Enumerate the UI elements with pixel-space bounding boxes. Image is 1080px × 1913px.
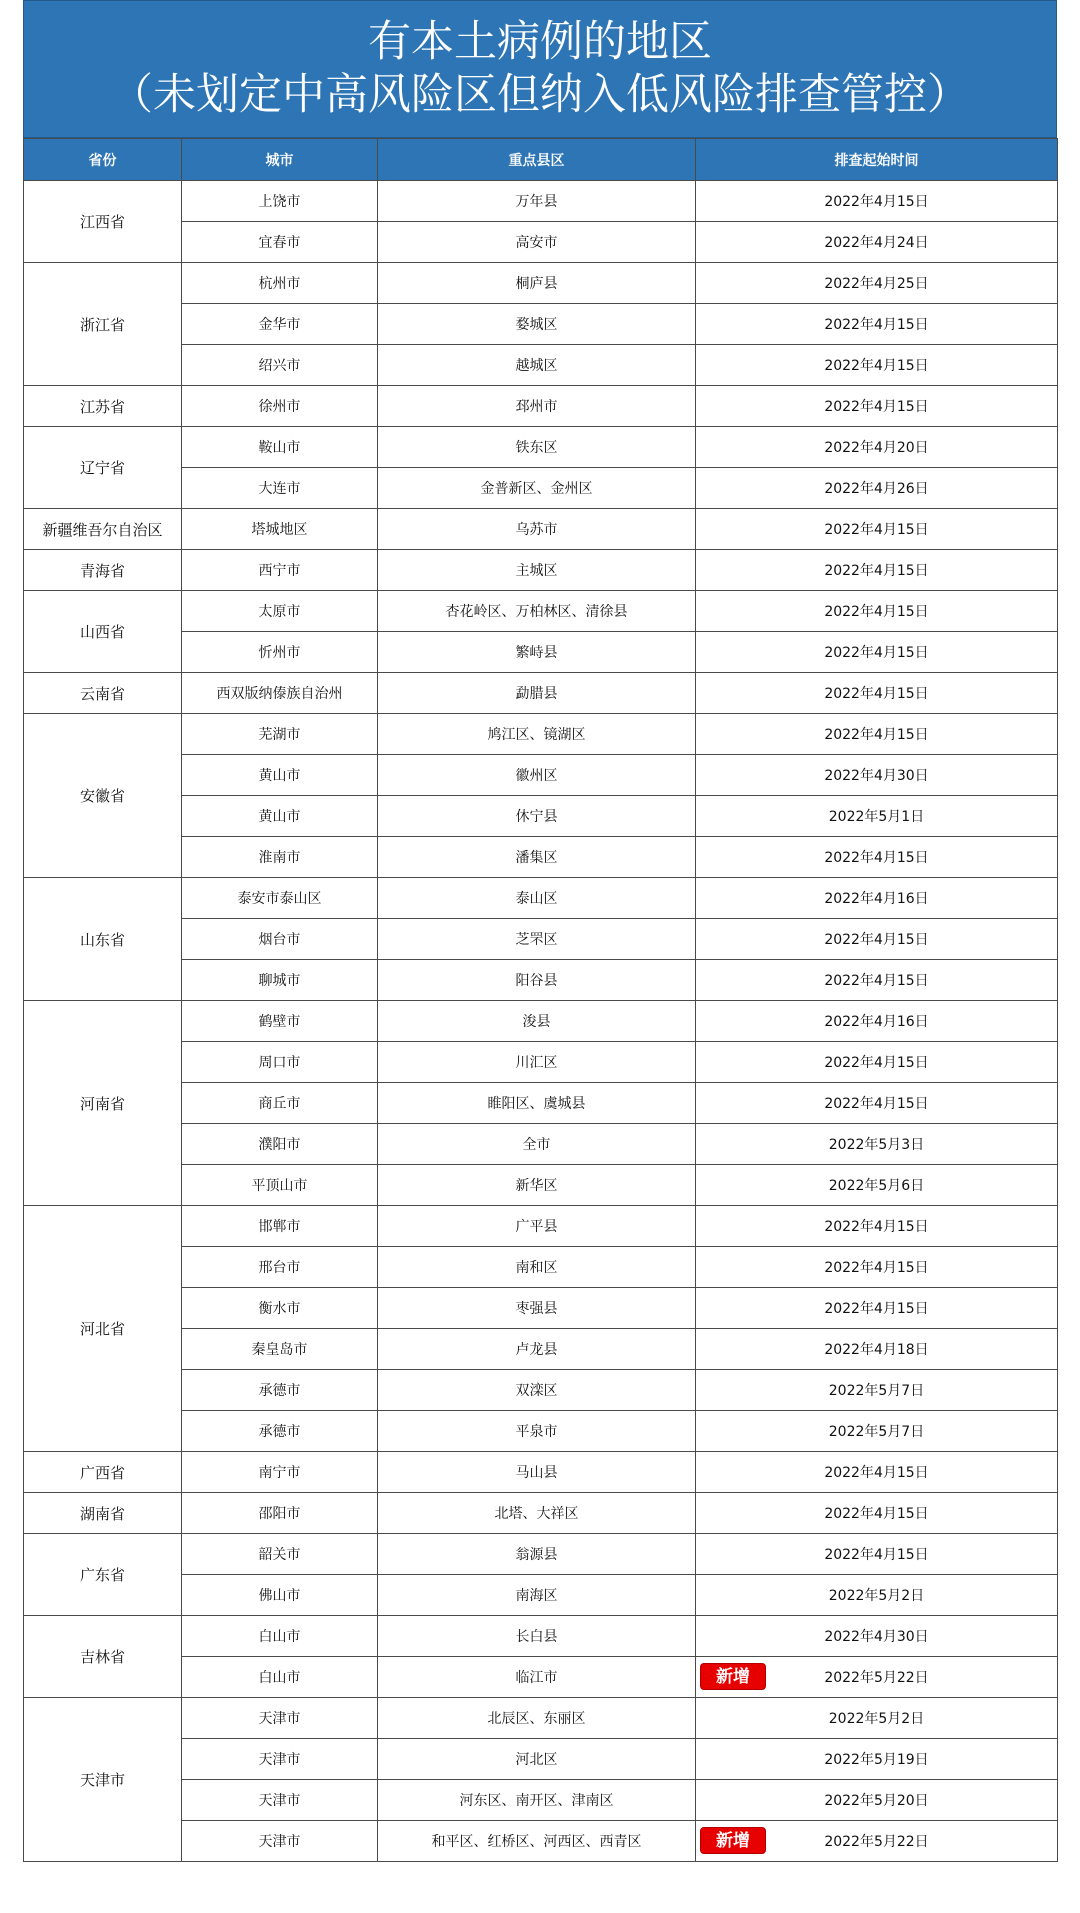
start-date-text: 2022年4月30日 xyxy=(824,1629,929,1645)
start-date-cell xyxy=(696,1452,1058,1493)
start-date-cell xyxy=(696,550,1058,591)
city-cell: 衡水市 xyxy=(182,1288,378,1329)
table-row xyxy=(24,714,1058,755)
start-date-text: 2022年4月15日 xyxy=(824,1465,929,1481)
district-cell: 金普新区、金州区 xyxy=(378,468,696,509)
new-badge: 新增 xyxy=(700,1827,766,1854)
district-cell: 睢阳区、虞城县 xyxy=(378,1083,696,1124)
column-header-start-date: 排查起始时间 xyxy=(696,139,1058,181)
table-row xyxy=(24,386,1058,427)
city-cell: 泰安市泰山区 xyxy=(182,878,378,919)
province-cell: 河南省 xyxy=(24,1001,182,1206)
table-row xyxy=(24,878,1058,919)
province-cell: 江苏省 xyxy=(24,386,182,427)
district-cell: 广平县 xyxy=(378,1206,696,1247)
start-date-text: 2022年4月15日 xyxy=(824,645,929,661)
table-row xyxy=(24,427,1058,468)
district-cell: 卢龙县 xyxy=(378,1329,696,1370)
city-cell: 金华市 xyxy=(182,304,378,345)
district-cell: 枣强县 xyxy=(378,1288,696,1329)
start-date-text: 2022年4月15日 xyxy=(824,1055,929,1071)
district-cell: 乌苏市 xyxy=(378,509,696,550)
start-date-text: 2022年4月18日 xyxy=(824,1342,929,1358)
district-cell: 阳谷县 xyxy=(378,960,696,1001)
district-cell: 临江市 xyxy=(378,1657,696,1698)
start-date-cell xyxy=(696,1370,1058,1411)
district-cell: 勐腊县 xyxy=(378,673,696,714)
start-date-cell xyxy=(696,1739,1058,1780)
start-date-cell xyxy=(696,1001,1058,1042)
start-date-text: 2022年4月15日 xyxy=(824,563,929,579)
table-row xyxy=(24,1698,1058,1739)
start-date-text: 2022年4月25日 xyxy=(824,276,929,292)
district-cell: 长白县 xyxy=(378,1616,696,1657)
city-cell: 邢台市 xyxy=(182,1247,378,1288)
start-date-text: 2022年4月20日 xyxy=(824,440,929,456)
district-cell: 鸠江区、镜湖区 xyxy=(378,714,696,755)
district-cell: 越城区 xyxy=(378,345,696,386)
district-cell: 河北区 xyxy=(378,1739,696,1780)
city-cell: 白山市 xyxy=(182,1616,378,1657)
start-date-cell xyxy=(696,714,1058,755)
table-row xyxy=(24,1534,1058,1575)
start-date-text: 2022年4月15日 xyxy=(824,1506,929,1522)
table-row xyxy=(24,1206,1058,1247)
start-date-text: 2022年4月15日 xyxy=(824,317,929,333)
start-date-text: 2022年4月16日 xyxy=(824,891,929,907)
start-date-text: 2022年5月20日 xyxy=(824,1793,929,1809)
start-date-cell xyxy=(696,1288,1058,1329)
start-date-cell xyxy=(696,468,1058,509)
province-cell: 广西省 xyxy=(24,1452,182,1493)
province-cell: 青海省 xyxy=(24,550,182,591)
city-cell: 徐州市 xyxy=(182,386,378,427)
city-cell: 佛山市 xyxy=(182,1575,378,1616)
risk-area-sheet xyxy=(23,0,1057,1862)
city-cell: 聊城市 xyxy=(182,960,378,1001)
start-date-cell xyxy=(696,427,1058,468)
table-row xyxy=(24,509,1058,550)
table-row xyxy=(24,591,1058,632)
district-cell: 高安市 xyxy=(378,222,696,263)
city-cell: 邵阳市 xyxy=(182,1493,378,1534)
table-body xyxy=(24,181,1058,1862)
start-date-cell xyxy=(696,1411,1058,1452)
city-cell: 天津市 xyxy=(182,1780,378,1821)
start-date-text: 2022年4月15日 xyxy=(824,194,929,210)
start-date-cell xyxy=(696,1493,1058,1534)
district-cell: 繁峙县 xyxy=(378,632,696,673)
start-date-text: 2022年4月24日 xyxy=(824,235,929,251)
start-date-text: 2022年5月22日 xyxy=(824,1670,929,1686)
province-cell: 山西省 xyxy=(24,591,182,673)
start-date-cell xyxy=(696,837,1058,878)
district-cell: 婺城区 xyxy=(378,304,696,345)
start-date-cell xyxy=(696,304,1058,345)
district-cell: 潘集区 xyxy=(378,837,696,878)
city-cell: 白山市 xyxy=(182,1657,378,1698)
start-date-cell xyxy=(696,509,1058,550)
city-cell: 黄山市 xyxy=(182,796,378,837)
start-date-text: 2022年4月16日 xyxy=(824,1014,929,1030)
city-cell: 淮南市 xyxy=(182,837,378,878)
city-cell: 鞍山市 xyxy=(182,427,378,468)
district-cell: 主城区 xyxy=(378,550,696,591)
title-line-1: 有本土病例的地区 xyxy=(368,17,712,67)
district-cell: 徽州区 xyxy=(378,755,696,796)
start-date-text: 2022年4月15日 xyxy=(824,1219,929,1235)
start-date-cell xyxy=(696,1657,1058,1698)
start-date-text: 2022年4月15日 xyxy=(824,1547,929,1563)
start-date-text: 2022年4月15日 xyxy=(824,604,929,620)
city-cell: 秦皇岛市 xyxy=(182,1329,378,1370)
city-cell: 南宁市 xyxy=(182,1452,378,1493)
district-cell: 南海区 xyxy=(378,1575,696,1616)
city-cell: 天津市 xyxy=(182,1821,378,1862)
district-cell: 泰山区 xyxy=(378,878,696,919)
province-cell: 江西省 xyxy=(24,181,182,263)
start-date-cell xyxy=(696,1083,1058,1124)
province-cell: 新疆维吾尔自治区 xyxy=(24,509,182,550)
column-header-district: 重点县区 xyxy=(378,139,696,181)
start-date-cell xyxy=(696,1206,1058,1247)
start-date-text: 2022年4月15日 xyxy=(824,973,929,989)
city-cell: 上饶市 xyxy=(182,181,378,222)
city-cell: 黄山市 xyxy=(182,755,378,796)
start-date-cell xyxy=(696,386,1058,427)
start-date-text: 2022年5月2日 xyxy=(828,1711,925,1727)
province-cell: 河北省 xyxy=(24,1206,182,1452)
table-row xyxy=(24,673,1058,714)
city-cell: 塔城地区 xyxy=(182,509,378,550)
start-date-text: 2022年5月19日 xyxy=(824,1752,929,1768)
start-date-cell xyxy=(696,878,1058,919)
start-date-text: 2022年5月1日 xyxy=(828,809,925,825)
table-row xyxy=(24,1616,1058,1657)
start-date-cell xyxy=(696,263,1058,304)
start-date-text: 2022年5月7日 xyxy=(828,1424,925,1440)
city-cell: 周口市 xyxy=(182,1042,378,1083)
province-cell: 辽宁省 xyxy=(24,427,182,509)
risk-area-table xyxy=(23,138,1058,1862)
city-cell: 烟台市 xyxy=(182,919,378,960)
district-cell: 川汇区 xyxy=(378,1042,696,1083)
table-header-row xyxy=(24,139,1058,181)
start-date-text: 2022年5月7日 xyxy=(828,1383,925,1399)
city-cell: 绍兴市 xyxy=(182,345,378,386)
district-cell: 全市 xyxy=(378,1124,696,1165)
table-row xyxy=(24,1452,1058,1493)
city-cell: 大连市 xyxy=(182,468,378,509)
start-date-text: 2022年4月26日 xyxy=(824,481,929,497)
table-row xyxy=(24,1001,1058,1042)
province-cell: 湖南省 xyxy=(24,1493,182,1534)
start-date-cell xyxy=(696,1616,1058,1657)
city-cell: 濮阳市 xyxy=(182,1124,378,1165)
start-date-text: 2022年4月15日 xyxy=(824,399,929,415)
start-date-cell xyxy=(696,1124,1058,1165)
district-cell: 杏花岭区、万柏林区、清徐县 xyxy=(378,591,696,632)
start-date-cell xyxy=(696,755,1058,796)
start-date-cell xyxy=(696,1698,1058,1739)
start-date-text: 2022年5月22日 xyxy=(824,1834,929,1850)
city-cell: 承德市 xyxy=(182,1370,378,1411)
start-date-text: 2022年4月15日 xyxy=(824,686,929,702)
city-cell: 忻州市 xyxy=(182,632,378,673)
start-date-text: 2022年4月15日 xyxy=(824,358,929,374)
district-cell: 新华区 xyxy=(378,1165,696,1206)
district-cell: 浚县 xyxy=(378,1001,696,1042)
district-cell: 平泉市 xyxy=(378,1411,696,1452)
start-date-text: 2022年5月6日 xyxy=(828,1178,925,1194)
start-date-text: 2022年5月3日 xyxy=(828,1137,925,1153)
start-date-cell xyxy=(696,222,1058,263)
start-date-text: 2022年4月30日 xyxy=(824,768,929,784)
province-cell: 云南省 xyxy=(24,673,182,714)
table-row xyxy=(24,263,1058,304)
start-date-text: 2022年5月2日 xyxy=(828,1588,925,1604)
start-date-cell xyxy=(696,345,1058,386)
city-cell: 商丘市 xyxy=(182,1083,378,1124)
district-cell: 休宁县 xyxy=(378,796,696,837)
start-date-text: 2022年4月15日 xyxy=(824,522,929,538)
column-header-city: 城市 xyxy=(182,139,378,181)
new-badge: 新增 xyxy=(700,1663,766,1690)
start-date-cell xyxy=(696,1821,1058,1862)
start-date-cell xyxy=(696,1165,1058,1206)
start-date-text: 2022年4月15日 xyxy=(824,1260,929,1276)
start-date-cell xyxy=(696,591,1058,632)
start-date-cell xyxy=(696,1780,1058,1821)
city-cell: 芜湖市 xyxy=(182,714,378,755)
province-cell: 山东省 xyxy=(24,878,182,1001)
district-cell: 北塔、大祥区 xyxy=(378,1493,696,1534)
start-date-cell xyxy=(696,919,1058,960)
district-cell: 芝罘区 xyxy=(378,919,696,960)
city-cell: 韶关市 xyxy=(182,1534,378,1575)
district-cell: 和平区、红桥区、河西区、西青区 xyxy=(378,1821,696,1862)
start-date-cell xyxy=(696,632,1058,673)
province-cell: 吉林省 xyxy=(24,1616,182,1698)
city-cell: 宜春市 xyxy=(182,222,378,263)
province-cell: 安徽省 xyxy=(24,714,182,878)
start-date-text: 2022年4月15日 xyxy=(824,1301,929,1317)
district-cell: 双滦区 xyxy=(378,1370,696,1411)
start-date-cell xyxy=(696,1042,1058,1083)
start-date-cell xyxy=(696,1329,1058,1370)
start-date-cell xyxy=(696,181,1058,222)
district-cell: 河东区、南开区、津南区 xyxy=(378,1780,696,1821)
city-cell: 平顶山市 xyxy=(182,1165,378,1206)
table-row xyxy=(24,1493,1058,1534)
title-line-2: （未划定中高风险区但纳入低风险排查管控） xyxy=(110,70,970,120)
start-date-text: 2022年4月15日 xyxy=(824,932,929,948)
city-cell: 邯郸市 xyxy=(182,1206,378,1247)
start-date-cell xyxy=(696,1575,1058,1616)
district-cell: 北辰区、东丽区 xyxy=(378,1698,696,1739)
city-cell: 天津市 xyxy=(182,1739,378,1780)
district-cell: 万年县 xyxy=(378,181,696,222)
sheet-title xyxy=(23,0,1057,138)
start-date-text: 2022年4月15日 xyxy=(824,1096,929,1112)
city-cell: 天津市 xyxy=(182,1698,378,1739)
city-cell: 承德市 xyxy=(182,1411,378,1452)
start-date-cell xyxy=(696,796,1058,837)
start-date-text: 2022年4月15日 xyxy=(824,727,929,743)
start-date-cell xyxy=(696,1534,1058,1575)
start-date-cell xyxy=(696,960,1058,1001)
city-cell: 西双版纳傣族自治州 xyxy=(182,673,378,714)
start-date-cell xyxy=(696,1247,1058,1288)
district-cell: 邳州市 xyxy=(378,386,696,427)
city-cell: 杭州市 xyxy=(182,263,378,304)
district-cell: 铁东区 xyxy=(378,427,696,468)
province-cell: 天津市 xyxy=(24,1698,182,1862)
table-row xyxy=(24,181,1058,222)
district-cell: 南和区 xyxy=(378,1247,696,1288)
city-cell: 西宁市 xyxy=(182,550,378,591)
table-row xyxy=(24,550,1058,591)
province-cell: 广东省 xyxy=(24,1534,182,1616)
city-cell: 太原市 xyxy=(182,591,378,632)
province-cell: 浙江省 xyxy=(24,263,182,386)
column-header-province: 省份 xyxy=(24,139,182,181)
start-date-cell xyxy=(696,673,1058,714)
district-cell: 翁源县 xyxy=(378,1534,696,1575)
start-date-text: 2022年4月15日 xyxy=(824,850,929,866)
district-cell: 桐庐县 xyxy=(378,263,696,304)
city-cell: 鹤壁市 xyxy=(182,1001,378,1042)
district-cell: 马山县 xyxy=(378,1452,696,1493)
